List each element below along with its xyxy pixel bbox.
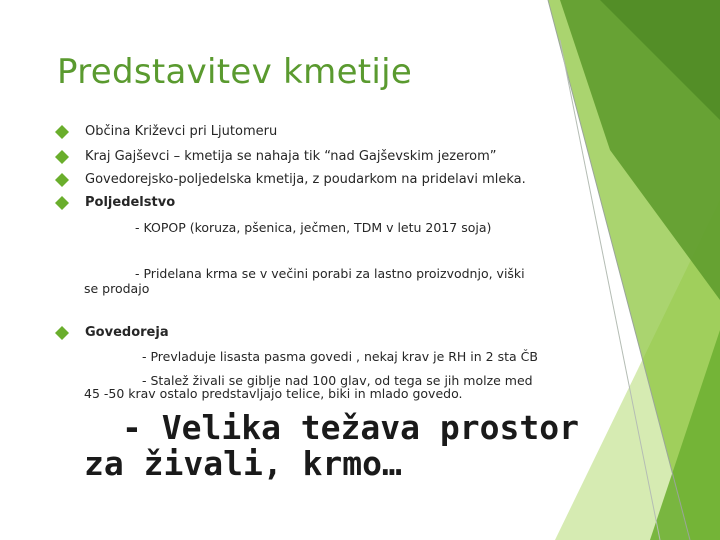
emphasis-line: - Velika težava prostor	[122, 408, 579, 447]
bullet-item	[55, 124, 277, 139]
bullet-text: Kraj Gajševci – kmetija se nahaja tik “nad Gajševskim jezerom”	[85, 149, 497, 164]
sub-line: se prodajo	[84, 281, 150, 296]
sub-line: 45 -50 krav ostalo predstavljajo telice, biki in mlado govedo.	[84, 386, 463, 401]
diamond-bullet-icon	[55, 125, 69, 139]
diamond-bullet-icon	[55, 150, 69, 164]
slide-title: Predstavitev kmetije	[57, 52, 413, 92]
bullet-text: Govedorejsko-poljedelska kmetija, z poudarkom na pridelavi mleka.	[85, 172, 526, 187]
bullet-text: Govedoreja	[85, 325, 169, 340]
sub-line: - KOPOP (koruza, pšenica, ječmen, TDM v letu 2017 soja)	[135, 220, 492, 235]
bullet-item	[55, 172, 526, 187]
diamond-bullet-icon	[55, 173, 69, 187]
emphasis-line: za živali, krmo…	[84, 444, 402, 483]
emphasis-text	[84, 410, 579, 482]
bullet-text: Občina Križevci pri Ljutomeru	[85, 124, 278, 139]
bullet-item	[55, 195, 175, 210]
sub-line: - Prevladuje lisasta pasma govedi , nekaj krav je RH in 2 sta ČB	[142, 349, 538, 364]
bullet-text: Poljedelstvo	[85, 195, 176, 210]
bullet-item	[55, 149, 497, 164]
diamond-bullet-icon	[55, 326, 69, 340]
sub-line: - Stalež živali se giblje nad 100 glav, od tega se jih molze med	[142, 373, 533, 388]
bullet-item	[55, 325, 169, 340]
diamond-bullet-icon	[55, 196, 69, 210]
sub-line: - Pridelana krma se v večini porabi za lastno proizvodnjo, viški	[135, 266, 525, 281]
